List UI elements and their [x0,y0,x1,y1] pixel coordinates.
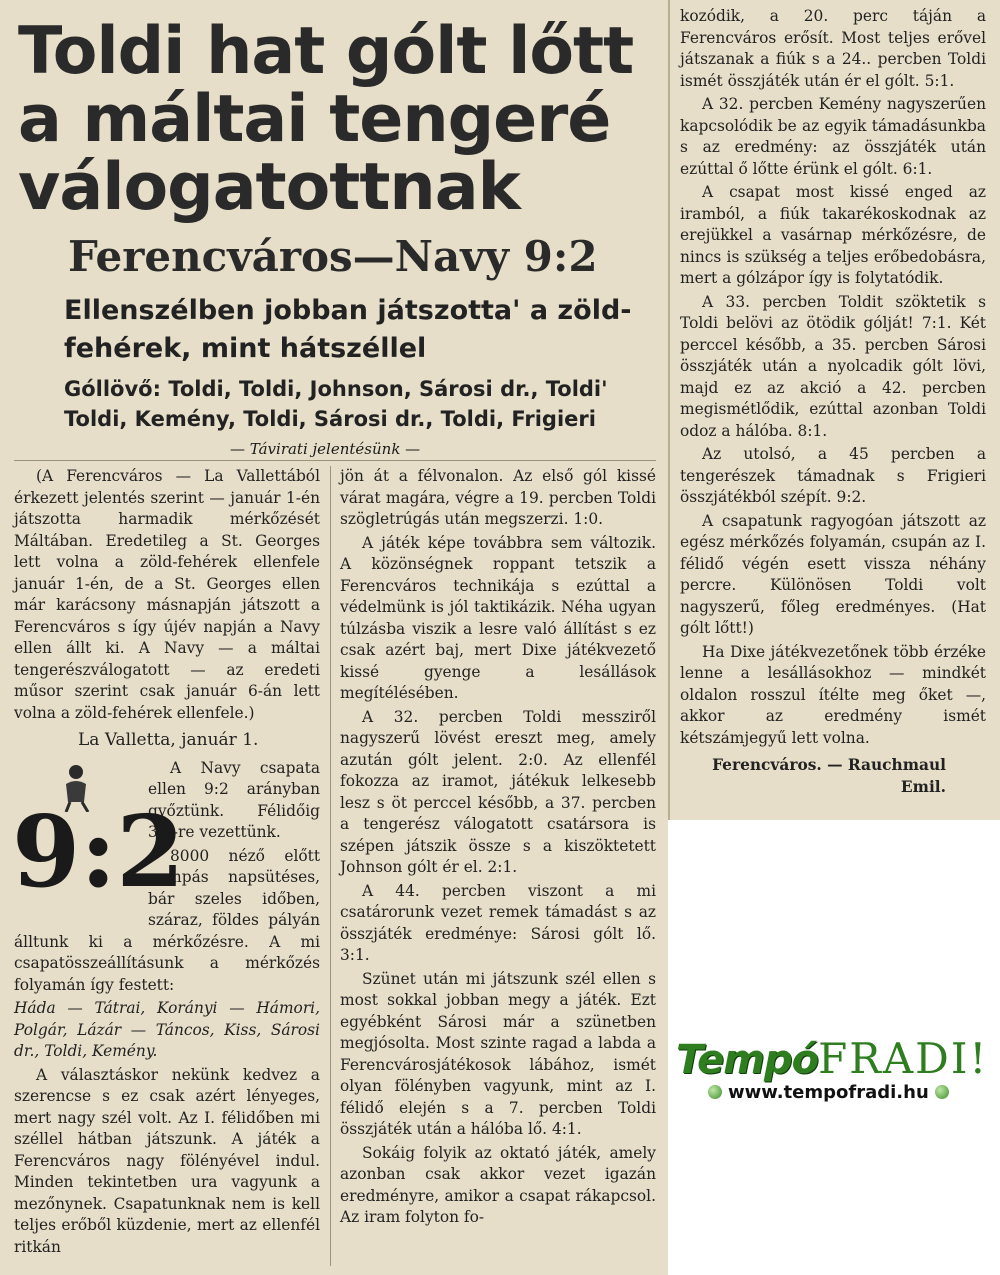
author-signature: Ferencváros. — Rauchmaul Emil. [712,756,946,796]
right-paragraph: A csapat most kissé enged az iramból, a fiúk takarékoskodnak az erejükkel a vasárnap mérkőzésre, de nincs is szükség a teljes erőbedobásra, mert a gólzápor így is folytatódik. [680,183,986,287]
right-paragraph: Az utolsó, a 45 percben a tengerészek támadnak s Frigieri összjátékból szépít. 9:2. [680,445,986,506]
score-illustration [10,758,185,914]
mid-paragraph: A játék képe továbbra sem változik. A közönségnek roppant tetszik a Ferencváros technikája s ezúttal a védelmünk is jól taktikázik. Néha ugyan túlzásba viszik a lesre való állítást s ez csak azért baj, mert Dixe játékvezető kissé gyenge a lesállások megítélésében. [340,533,656,702]
logo-url [702,1082,955,1103]
right-paragraph: A csapatunk ragyogóan játszott az egész mérkőzés folyamán, csupán az I. félidő végén esett vissza néhány percre. Különösen Toldi volt nagyszerű, főleg eredményes. (Hat gólt lőtt!) [680,511,986,637]
football-icon [708,1085,722,1099]
subhead-wind: Ellenszélben jobban játszotta' a zöld-fehérek, mint hátszéllel [64,295,632,364]
lineup-paragraph: Háda — Tátrai, Korányi — Hámori, Polgár, Lázár — Táncos, Kiss, Sárosi dr., Toldi, Kemény. [14,999,320,1060]
headline-line-3: válogatottnak [18,150,520,225]
mid-paragraph: A 32. percben Toldi messziről nagyszerű lövést ereszt meg, amely azután gólt jelent. 2:0. Az ellenfél fokozza az iramot, játékuk lelkesebb lesz s öt perccel később, a 37. percben a tengerész válogatott csatársora is szépen játszik össze s a kiszöktetett Johnson gólt ér el. 2:1. [340,707,656,876]
logo-url-text: www.tempofradi.hu [728,1082,929,1103]
dateline: La Valletta, január 1. [78,730,259,750]
headline-line-1: Toldi hat gólt lőtt [18,14,634,89]
right-paragraph: kozódik, a 20. perc táján a Ferencváros erősít. Most teljes erővel játszanak a fiúk s a 24.. percben Toldi ismét összjáték után ér el gólt. 5:1. [680,7,986,90]
subhead-score: Ferencváros—Navy 9:2 [68,232,598,281]
left-paragraph: A választáskor nekünk kedvez a szerencse s ez csak azért lényeges, mert nagy szél volt. Az I. félidőben mi széllel hátban játszunk. A játék a Ferencváros nagy fölényével indul. Minden tekintetben ura vagyunk a mezőnynek. Csapatunknak nem is kell teljes erőből küzdenie, mert az ellenfél ritkán [14,1065,320,1256]
article-column-left [14,466,320,1260]
logo-title [676,1034,988,1083]
tempofradi-logo [672,1034,998,1114]
mid-paragraph: Szünet után mi játszunk szél ellen s most sokkal jobban megy a játék. Ezt egyébként Sárosi már a szünetben megjósolta. Most szinte ragad a labda a Ferencvárosjátékosok lábához, ismét olyan fölényben vagyunk, mint az I. félidő elején s a 7. percben Toldi összjáték után a hálóba lő. 4:1. [340,969,656,1138]
left-paragraph: A Navy csapata ellen 9:2 arányban győztünk. Félidőig 3:1-re vezettünk. [148,758,320,841]
intro-paragraph: (A Ferencváros — La Vallettából érkezett jelentés szerint — január 1-én játszotta harmadik mérkőzését Máltában. Eredetileg a St. Georges lett volna a zöld-fehérek ellenfele január 1-én, de a St. Georges ellen már karácsony másnapján játszott a Ferencváros s így újév napján a Navy ellen állt ki. A Navy — a máltai tengerészválogatott — az eredeti műsor szerint csak január 6-án lett volna a zöld-fehérek ellenfele.) [14,467,320,722]
right-paragraph: Ha Dixe játékvezetőnek több érzéke lenne a lesállásokhoz — mindkét oldalon rosszul ítélte meg őket —, akkor az eredmény ismét kétszámjegyű lett volna. [680,642,986,747]
headline [18,14,658,225]
mid-paragraph: jön át a félvonalon. Az első gól kissé várat magára, végre a 19. percben Toldi szögletrúgás után megszerzi. 1:0. [340,467,656,528]
score-graphic: 9:2 [12,794,185,910]
mid-paragraph: A 44. percben viszont a mi csatárorunk vezet remek támadást s az összjáték eredménye: Sárosi gólt lő. 3:1. [340,881,656,964]
article-column-right [680,6,986,800]
football-icon [935,1085,949,1099]
logo-tempo: Tempó [676,1037,819,1083]
logo-fradi: FRADI! [818,1034,989,1083]
left-paragraph: 8000 néző előtt pompás napsütéses, bár szeles időben, száraz, földes pályán álltunk ki a mérkőzésre. A mi csapatösszeállításunk a mérkőzés folyamán így festett: [14,846,320,994]
right-paragraph: A 33. percben Toldit szöktetik s Toldi belövi az ötödik gólját! 7:1. Két perccel később, a 35. percben Sárosi összjáték után a nyolcadik gólt lövi, majd ez az akció a 42. percben megismétlődik, ezúttal azonban Toldi odoz a hálóba. 8:1. [680,292,986,440]
dispatch-note: — Távirati jelentésünk — [230,440,421,458]
right-paragraph: A 32. percben Kemény nagyszerűen kapcsolódik be az egyik támadásunkba s az eredmény: az összjáték után ezúttal ő lőtte érünk el gólt. 6:1. [680,95,986,178]
mid-paragraph: Sokáig folyik az oktató játék, amely azonban csak akkor vezet igazán eredményre, amikor a csapat rákapcsol. Az iram folyton fo- [340,1143,656,1226]
horizontal-divider [14,460,656,461]
article-column-middle [340,466,656,1231]
scorers-line: Góllövő: Toldi, Toldi, Johnson, Sárosi dr., Toldi' Toldi, Kemény, Toldi, Sárosi dr., Toldi, Frigieri [64,377,608,431]
column-divider [330,466,331,1266]
headline-line-2: a máltai tengeré [18,82,611,157]
